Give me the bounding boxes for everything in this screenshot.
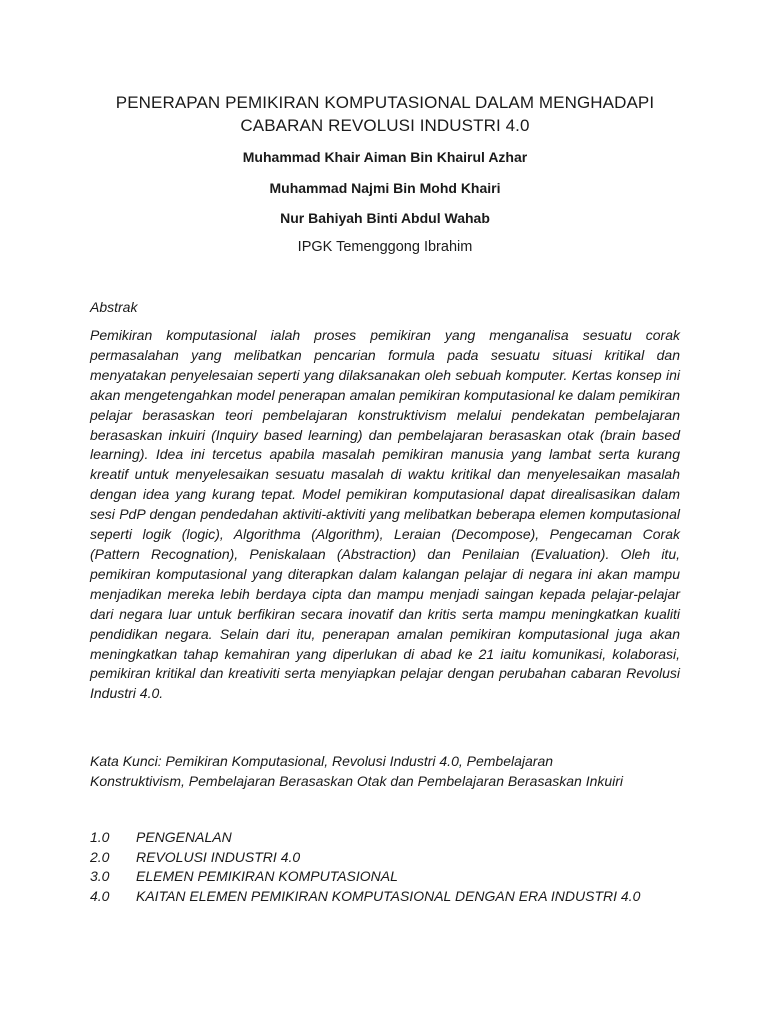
abstract-heading: Abstrak: [90, 299, 138, 315]
toc-item: [90, 848, 680, 868]
toc-item-title: ELEMEN PEMIKIRAN KOMPUTASIONAL: [136, 868, 398, 884]
toc-item: [90, 828, 680, 848]
paper-title-line-1: PENERAPAN PEMIKIRAN KOMPUTASIONAL DALAM MENGHADAPI: [115, 93, 655, 112]
toc-item-number: 2.0: [90, 848, 110, 865]
toc-item-title: REVOLUSI INDUSTRI 4.0: [136, 848, 301, 865]
toc-item: [90, 867, 680, 887]
abstract-body: Pemikiran komputasional ialah proses pemikiran yang menganalisa sesuatu corak permasalahan yang melibatkan pencarian formula pada sesuatu situasi kritikal dan menyatakan penyelesaian seperti yang dilaksanakan oleh sebuah komputer. Kertas konsep ini akan mengetengahkan model penerapan amalan pemikiran komputasional ke dalam pemikiran pelajar berasaskan teori pembelajaran konstruktivism melalui pendekatan pembelajaran berasaskan inkuiri (Inquiry based learning) dan pembelajaran berasaskan otak (brain based learning). Idea ini tercetus apabila masalah pemikiran manusia yang lambat serta kurang kreatif untuk menyelesaikan sesuatu masalah di waktu kritikal dan menyelesaikan masalah dengan idea yang kurang tepat. Model pemikiran komputasional dapat direalisasikan dalam sesi PdP dengan pendedahan aktiviti-aktiviti yang melibatkan beberapa elemen komputasional seperti logik (logic), Algorithma (Algorithm), Leraian (Decompose), Pengecaman Corak (Pattern Recognation), Peniskalaan (Abstraction) dan Penilaian (Evaluation). Oleh itu, pemikiran komputasional yang diterapkan dalam kalangan pelajar di negara ini akan mampu menjadikan mereka lebih berdaya cipta dan mampu menjadi saingan kepada pelajar-pelajar dari negara luar untuk berfikiran secara inovatif dan kritis serta mampu meningkatkan kualiti pendidikan negara. Selain dari itu, penerapan amalan pemikiran komputasional juga akan meningkatkan tahap kemahiran yang diperlukan di abad ke 21 iaitu komunikasi, kolaborasi, pemikiran kritikal dan kreativiti serta menyiapkan pelajar dengan perubahan cabaran Revolusi Industri 4.0.: [90, 327, 680, 702]
affiliation: IPGK Temenggong Ibrahim: [297, 239, 473, 255]
toc-item-title: PENGENALAN: [136, 829, 232, 845]
toc-item-number: 3.0: [90, 868, 110, 884]
keywords: [90, 751, 690, 791]
paper-title-line-2: CABARAN REVOLUSI INDUSTRI 4.0: [240, 116, 530, 135]
author-2: Muhammad Najmi Bin Mohd Khairi: [269, 180, 501, 196]
toc-item-title: KAITAN ELEMEN PEMIKIRAN KOMPUTASIONAL DENGAN ERA INDUSTRI 4.0: [136, 887, 641, 904]
keywords-line-1: Kata Kunci: Pemikiran Komputasional, Revolusi Industri 4.0, Pembelajaran: [90, 753, 554, 769]
toc-item-number: 1.0: [90, 829, 110, 845]
toc-item: [90, 887, 680, 907]
paper-title: [90, 91, 680, 137]
author-1: Muhammad Khair Aiman Bin Khairul Azhar: [242, 149, 528, 165]
author-3: Nur Bahiyah Binti Abdul Wahab: [280, 210, 490, 226]
toc-item-number: 4.0: [90, 887, 110, 904]
table-of-contents: [90, 828, 680, 906]
keywords-line-2: Konstruktivism, Pembelajaran Berasaskan Otak dan Pembelajaran Berasaskan Inkuiri: [90, 773, 624, 789]
